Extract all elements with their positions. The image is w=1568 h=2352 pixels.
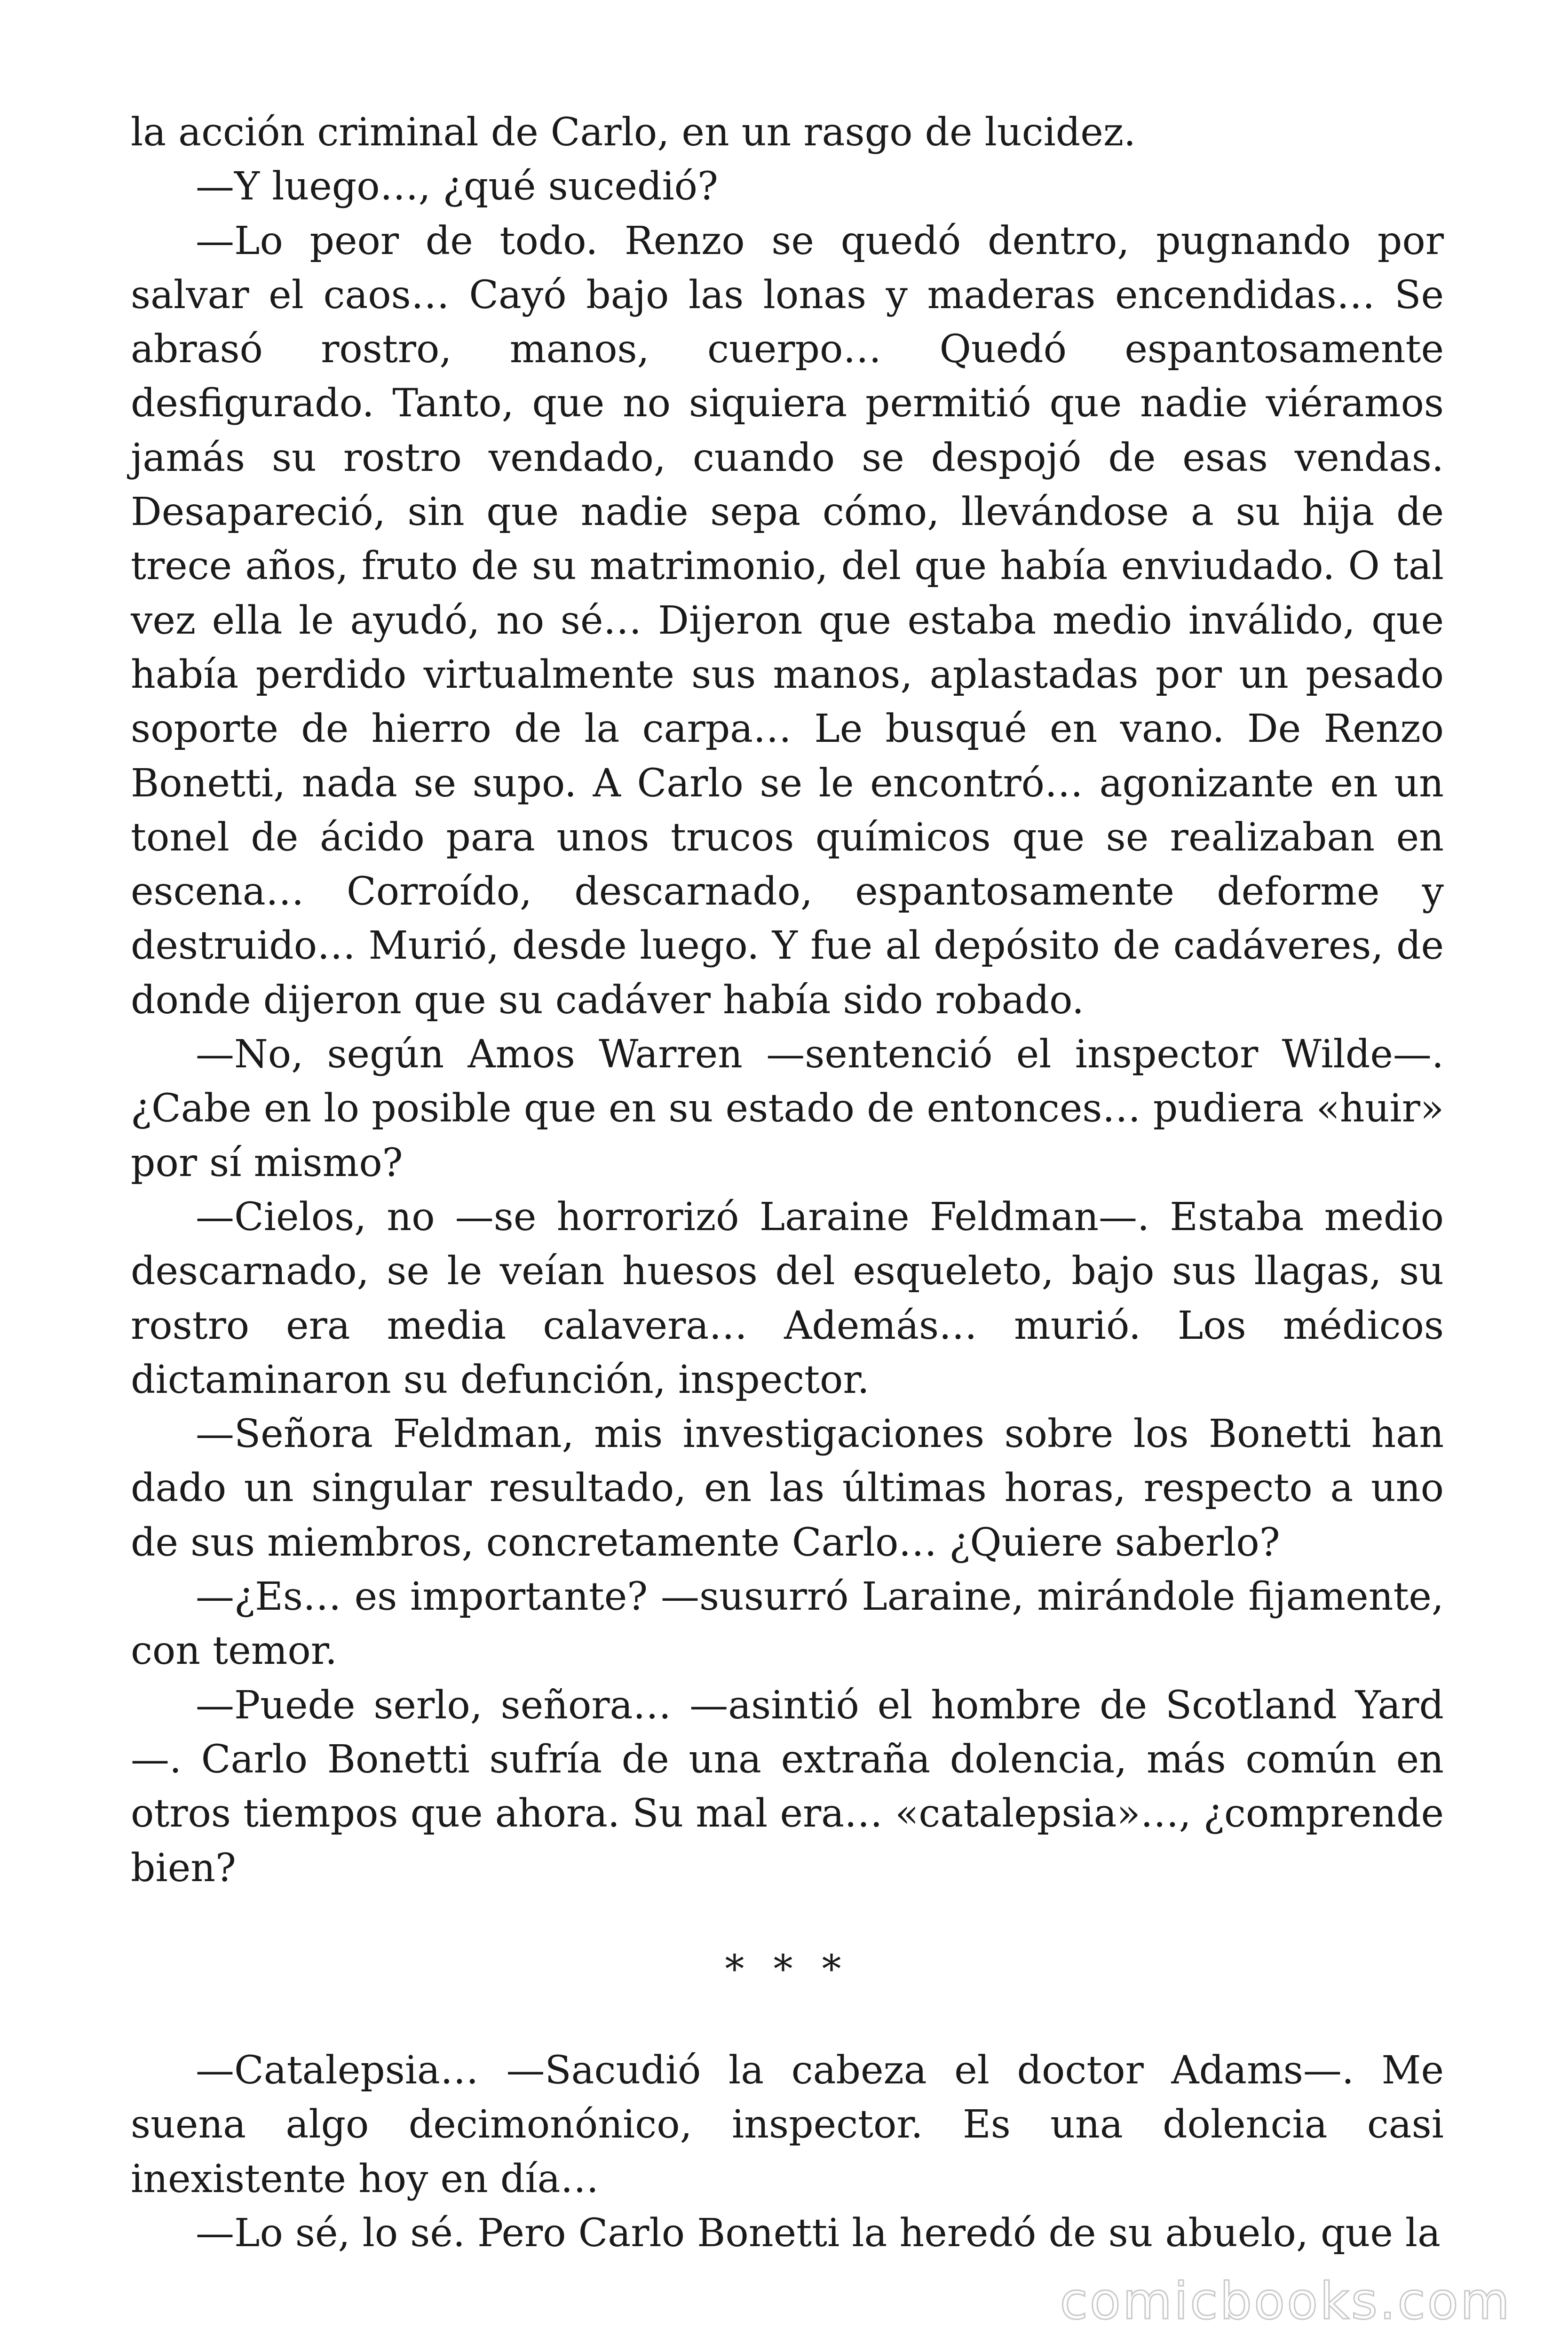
paragraph: —Lo peor de todo. Renzo se quedó dentro, pugnando por salvar el caos… Cayó bajo las lonas y maderas encendidas… Se abrasó rostro, manos, cuerpo… Quedó espantosamente desfigurado. Tanto, que no siquiera permitió que nadie viéramos jamás su rostro vendado, cuando se despojó de esas vendas. Desapareció, sin que nadie sepa cómo, llevándose a su hija de trece años, fruto de su matrimonio, del que había enviudado. O tal vez ella le ayudó, no sé… Dijeron que estaba medio inválido, que había perdido virtualmente sus manos, aplastadas por un pesado soporte de hierro de la carpa… Le busqué en vano. De Renzo Bonetti, nada se supo. A Carlo se le encontró… agonizante en un tonel de ácido para unos trucos químicos que se realizaban en escena… Corroído, descarnado, espantosamente deforme y destruido… Murió, desde luego. Y fue al depósito de cadáveres, de donde dijeron que su cadáver había sido robado. <box>131 218 1444 1023</box>
watermark: comicbooks.com <box>1060 2272 1512 2331</box>
paragraph: —Cielos, no —se horrorizó Laraine Feldman—. Estaba medio descarnado, se le veían huesos del esqueleto, bajo sus llagas, su rostro era media calavera… Además… murió. Los médicos dictaminaron su defunción, inspector. <box>131 1194 1444 1402</box>
paragraph: —¿Es… es importante? —susurró Laraine, mirándole fijamente, con temor. <box>131 1574 1444 1674</box>
paragraph: —Puede serlo, señora… —asintió el hombre de Scotland Yard—. Carlo Bonetti sufría de una extraña dolencia, más común en otros tiempos que ahora. Su mal era… «catalepsia»…, ¿comprende bien? <box>131 1683 1444 1891</box>
scene-break: * * * <box>725 1947 850 1992</box>
paragraph: la acción criminal de Carlo, en un rasgo de lucidez. <box>131 110 1136 155</box>
paragraph: —Lo sé, lo sé. Pero Carlo Bonetti la heredó de su abuelo, que la <box>196 2210 1441 2256</box>
paragraph: —Catalepsia… —Sacudió la cabeza el doctor Adams—. Me suena algo decimonónico, inspector. Es una dolencia casi inexistente hoy en día… <box>131 2048 1444 2201</box>
paragraph: —Señora Feldman, mis investigaciones sobre los Bonetti han dado un singular resultado, en las últimas horas, respecto a uno de sus miembros, concretamente Carlo… ¿Quiere saberlo? <box>131 1412 1444 1565</box>
page-text <box>131 105 1444 2260</box>
paragraph: —Y luego…, ¿qué sucedió? <box>196 164 719 209</box>
paragraph: —No, según Amos Warren —sentenció el inspector Wilde—. ¿Cabe en lo posible que en su estado de entonces… pudiera «huir» por sí mismo? <box>131 1032 1444 1185</box>
